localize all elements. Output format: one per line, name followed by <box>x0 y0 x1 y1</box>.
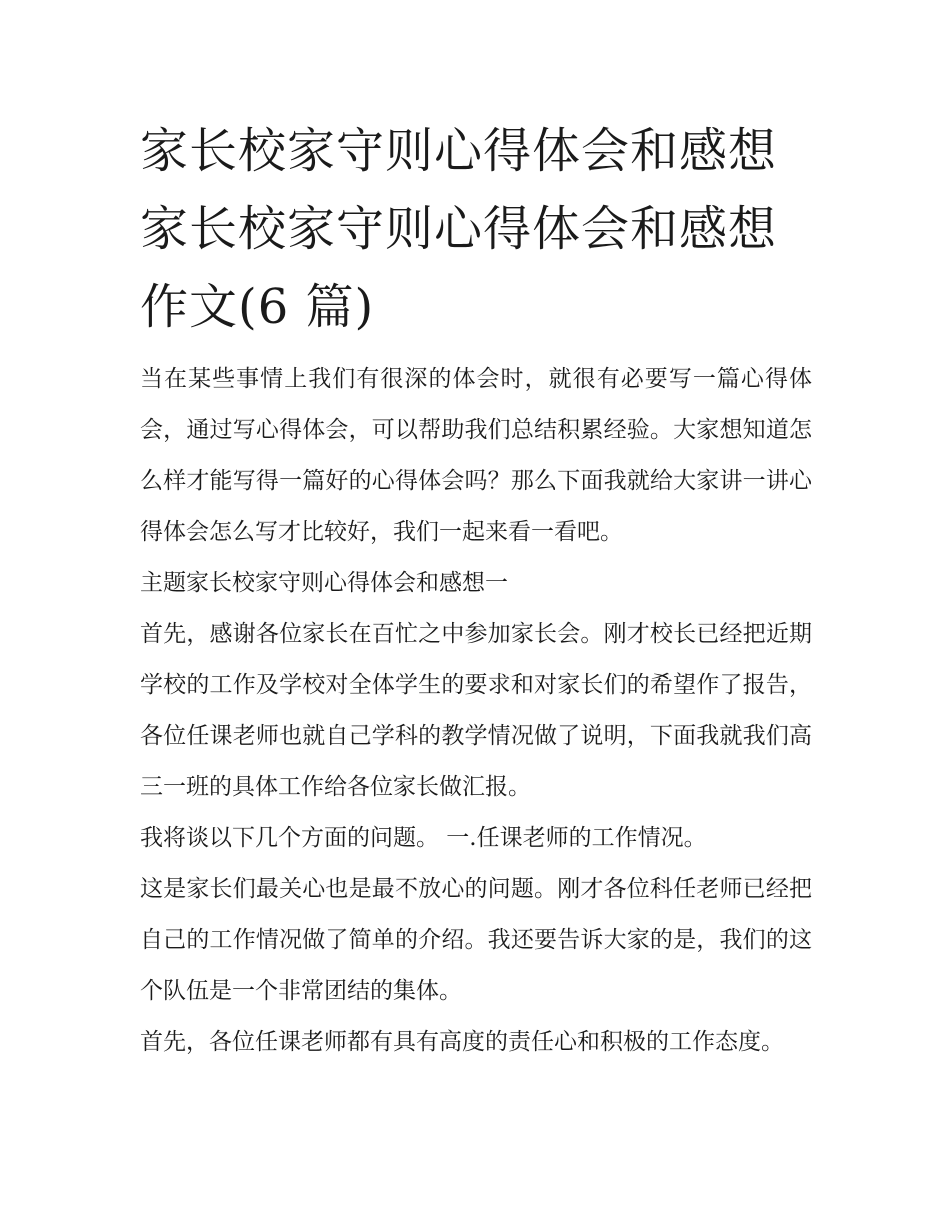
section-heading: 主题家长校家守则心得体会和感想一 <box>140 570 508 596</box>
document-title <box>140 112 812 346</box>
title-line-1: 家长校家守则心得体会和感想 <box>140 123 778 179</box>
body-paragraph-teachers: 这是家长们最关心也是最不放心的问题。刚才各位科任老师已经把自己的工作情况做了简单的介绍。我还要告诉大家的是，我们的这个队伍是一个非常团结的集体。 <box>140 876 812 1004</box>
intro-paragraph: 当在某些事情上我们有很深的体会时，就很有必要写一篇心得体会，通过写心得体会，可以帮助我们总结积累经验。大家想知道怎么样才能写得一篇好的心得体会吗？那么下面我就给大家讲一讲心得体会怎么写才比较好，我们一起来看一看吧。 <box>140 366 812 545</box>
title-line-2: 家长校家守则心得体会和感想 <box>140 201 778 257</box>
body-paragraph-attitude: 首先，各位任课老师都有具有高度的责任心和积极的工作态度。 <box>140 1029 784 1055</box>
document-page <box>140 112 812 1068</box>
title-line-3: 作文(6 篇) <box>140 279 375 335</box>
body-paragraph-thanks: 首先，感谢各位家长在百忙之中参加家长会。刚才校长已经把近期学校的工作及学校对全体学生的要求和对家长们的希望作了报告，各位任课老师也就自己学科的教学情况做了说明，下面我就我们高三一班的具体工作给各位家长做汇报。 <box>140 621 812 800</box>
document-body <box>140 354 812 1068</box>
body-paragraph-topics: 我将谈以下几个方面的问题。 一.任课老师的工作情况。 <box>140 825 707 851</box>
